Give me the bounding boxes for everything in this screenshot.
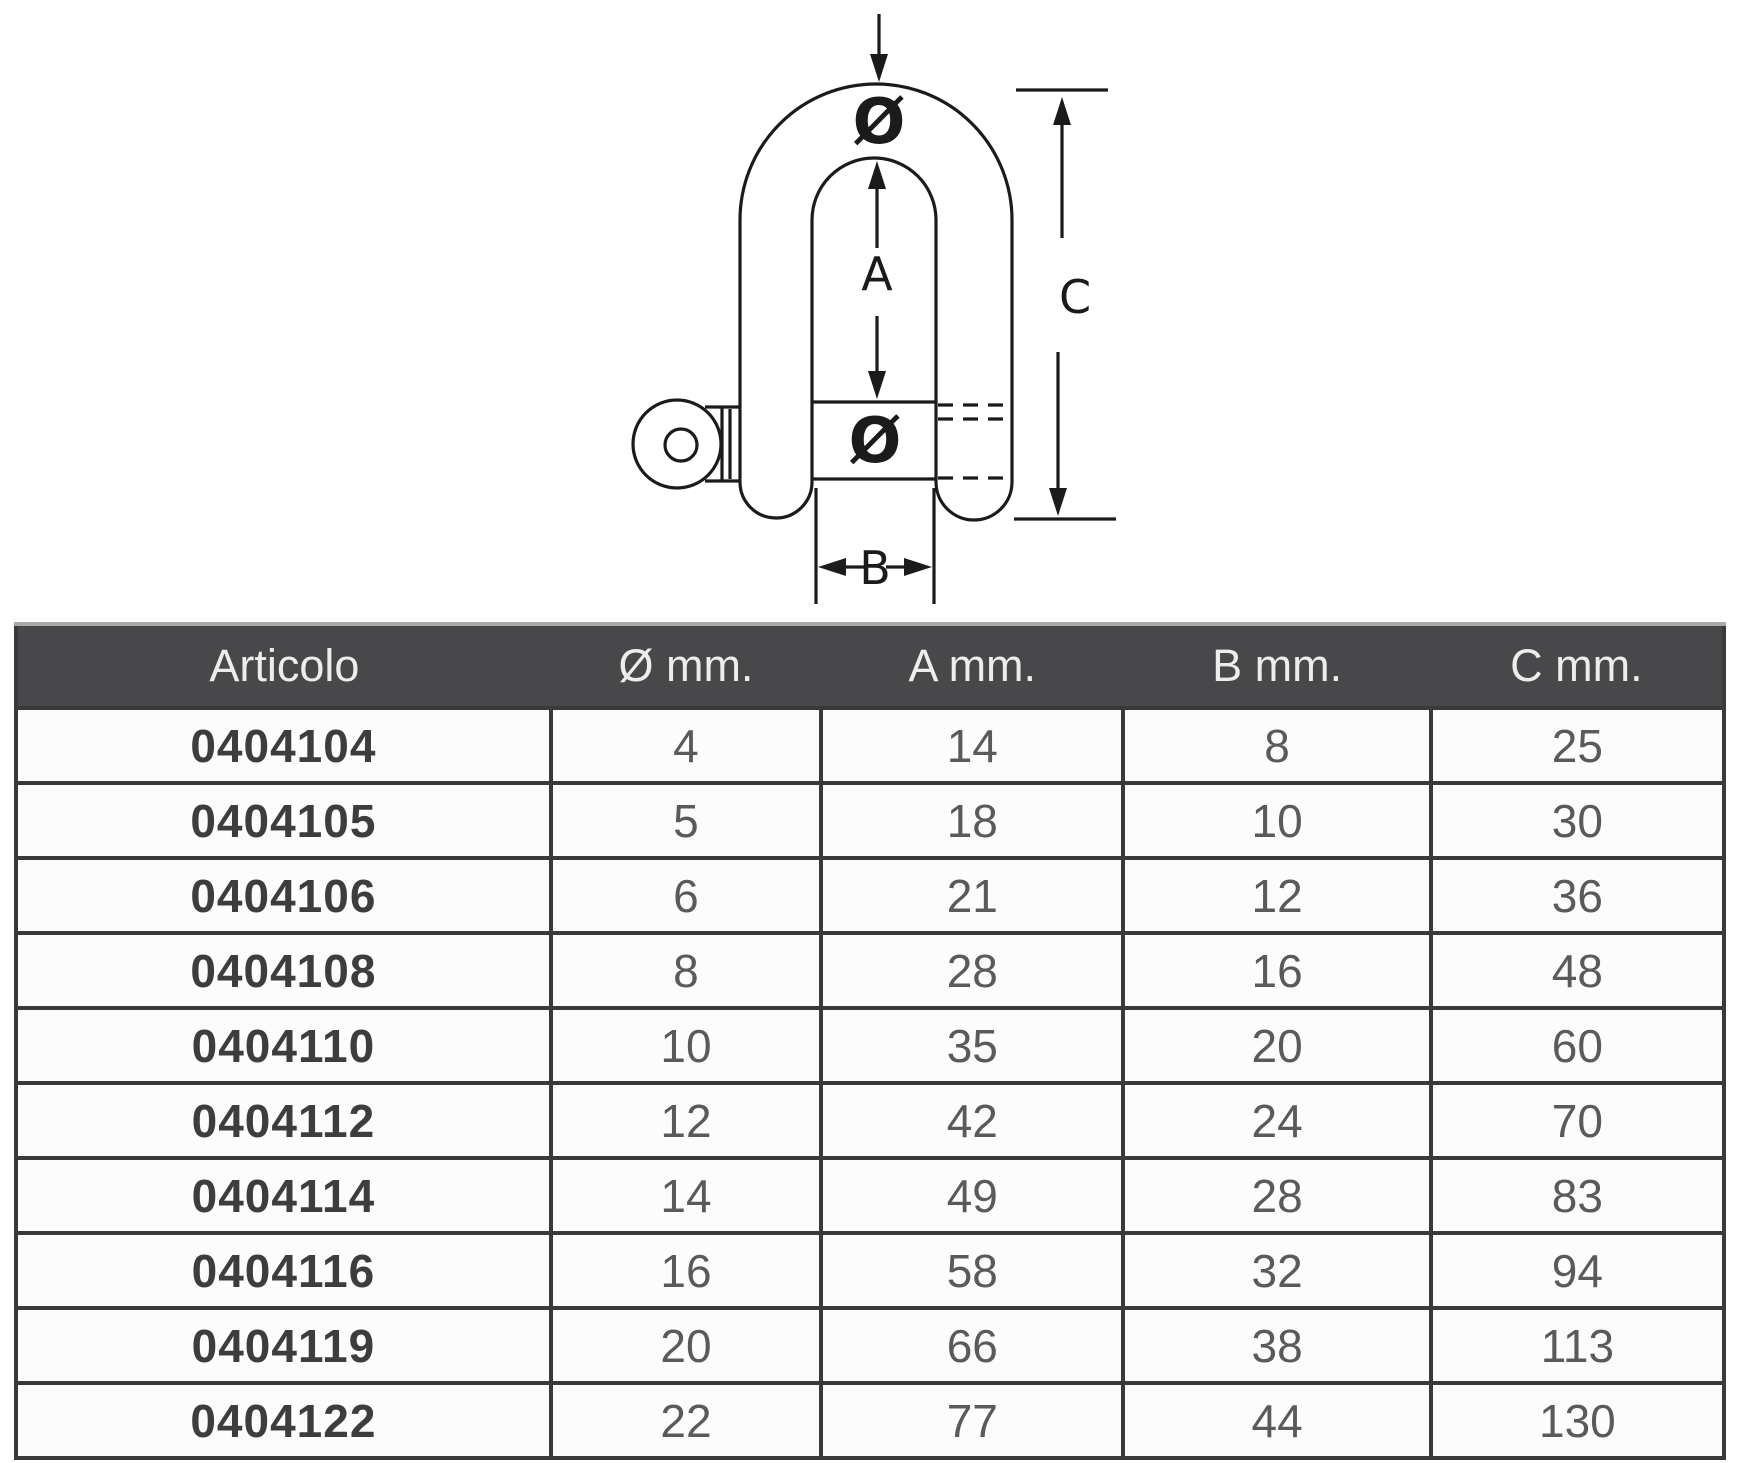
- dimension-value-cell: 38: [1123, 1308, 1430, 1383]
- dimension-value-cell: 94: [1431, 1233, 1724, 1308]
- shackle-technical-drawing: [575, 0, 1175, 615]
- article-code-cell: 0404108: [16, 933, 551, 1008]
- table-row: [16, 858, 1724, 933]
- dimension-value-cell: 32: [1123, 1233, 1430, 1308]
- right-arrowhead-icon: [904, 558, 932, 576]
- screw-pin: [633, 400, 1008, 488]
- left-leg-bottom: [740, 482, 812, 518]
- bow-diameter-label: Ø: [852, 85, 906, 158]
- article-code-cell: 0404106: [16, 858, 551, 933]
- article-code-cell: 0404116: [16, 1233, 551, 1308]
- article-code-cell: 0404119: [16, 1308, 551, 1383]
- up-arrowhead-icon: [1053, 97, 1071, 125]
- pin-eye-head: [633, 400, 721, 488]
- dimension-value-cell: 16: [1123, 933, 1430, 1008]
- dimension-value-cell: 4: [551, 708, 821, 783]
- dimension-value-cell: 113: [1431, 1308, 1724, 1383]
- dimension-value-cell: 22: [551, 1383, 821, 1458]
- dimension-value-cell: 60: [1431, 1008, 1724, 1083]
- dimension-value-cell: 18: [821, 783, 1123, 858]
- dimension-value-cell: 25: [1431, 708, 1724, 783]
- dimensions-table: [14, 626, 1726, 1460]
- col-header-diameter: Ø mm.: [551, 626, 821, 708]
- dimension-value-cell: 48: [1431, 933, 1724, 1008]
- table-row: [16, 1008, 1724, 1083]
- dimension-value-cell: 44: [1123, 1383, 1430, 1458]
- col-header-articolo: Articolo: [16, 626, 551, 708]
- c-dimension-label: C: [1058, 270, 1092, 324]
- dimension-value-cell: 5: [551, 783, 821, 858]
- dimension-value-cell: 10: [1123, 783, 1430, 858]
- dimension-c: [1014, 90, 1116, 519]
- dimension-value-cell: 14: [821, 708, 1123, 783]
- dimension-value-cell: 30: [1431, 783, 1724, 858]
- header-row: [16, 626, 1724, 708]
- table-row: [16, 1233, 1724, 1308]
- dimension-b: [816, 488, 934, 604]
- dimension-a: [861, 161, 893, 399]
- dimension-value-cell: 49: [821, 1158, 1123, 1233]
- dimension-value-cell: 20: [1123, 1008, 1430, 1083]
- article-code-cell: 0404114: [16, 1158, 551, 1233]
- dimension-value-cell: 42: [821, 1083, 1123, 1158]
- dimension-value-cell: 16: [551, 1233, 821, 1308]
- b-dimension-label: B: [859, 541, 891, 595]
- article-code-cell: 0404122: [16, 1383, 551, 1458]
- table-row: [16, 933, 1724, 1008]
- right-leg-bottom: [936, 482, 1012, 520]
- dimension-value-cell: 20: [551, 1308, 821, 1383]
- dimension-bow-diameter: [853, 14, 906, 158]
- dimension-value-cell: 28: [1123, 1158, 1430, 1233]
- col-header-b: B mm.: [1123, 626, 1430, 708]
- up-arrowhead-icon: [868, 161, 886, 189]
- col-header-a: A mm.: [821, 626, 1123, 708]
- dimension-value-cell: 83: [1431, 1158, 1724, 1233]
- pin-diameter-label: Ø: [848, 404, 902, 477]
- dimension-value-cell: 66: [821, 1308, 1123, 1383]
- table-body: [16, 708, 1724, 1458]
- table-row: [16, 1383, 1724, 1458]
- col-header-c: C mm.: [1431, 626, 1724, 708]
- down-arrowhead-icon: [868, 371, 886, 399]
- dimension-value-cell: 6: [551, 858, 821, 933]
- a-dimension-label: A: [861, 247, 893, 301]
- dimension-value-cell: 77: [821, 1383, 1123, 1458]
- article-code-cell: 0404105: [16, 783, 551, 858]
- pin-eye-hole: [665, 429, 697, 461]
- table-row: [16, 1083, 1724, 1158]
- table-row: [16, 1308, 1724, 1383]
- down-arrowhead-icon: [1049, 488, 1067, 516]
- dimension-value-cell: 14: [551, 1158, 821, 1233]
- dimensions-table-wrap: [14, 622, 1726, 1460]
- dimension-value-cell: 36: [1431, 858, 1724, 933]
- article-code-cell: 0404112: [16, 1083, 551, 1158]
- dimension-value-cell: 12: [551, 1083, 821, 1158]
- article-code-cell: 0404110: [16, 1008, 551, 1083]
- article-code-cell: 0404104: [16, 708, 551, 783]
- dimension-value-cell: 12: [1123, 858, 1430, 933]
- left-arrowhead-icon: [818, 558, 846, 576]
- table-row: [16, 783, 1724, 858]
- dimension-value-cell: 21: [821, 858, 1123, 933]
- dimension-value-cell: 8: [1123, 708, 1430, 783]
- dimension-value-cell: 28: [821, 933, 1123, 1008]
- table-row: [16, 1158, 1724, 1233]
- table-row: [16, 708, 1724, 783]
- dimension-value-cell: 130: [1431, 1383, 1724, 1458]
- dimension-value-cell: 8: [551, 933, 821, 1008]
- down-arrowhead-icon: [870, 54, 888, 82]
- dimension-value-cell: 24: [1123, 1083, 1430, 1158]
- dimension-value-cell: 35: [821, 1008, 1123, 1083]
- dimension-value-cell: 10: [551, 1008, 821, 1083]
- dimension-value-cell: 70: [1431, 1083, 1724, 1158]
- dimension-value-cell: 58: [821, 1233, 1123, 1308]
